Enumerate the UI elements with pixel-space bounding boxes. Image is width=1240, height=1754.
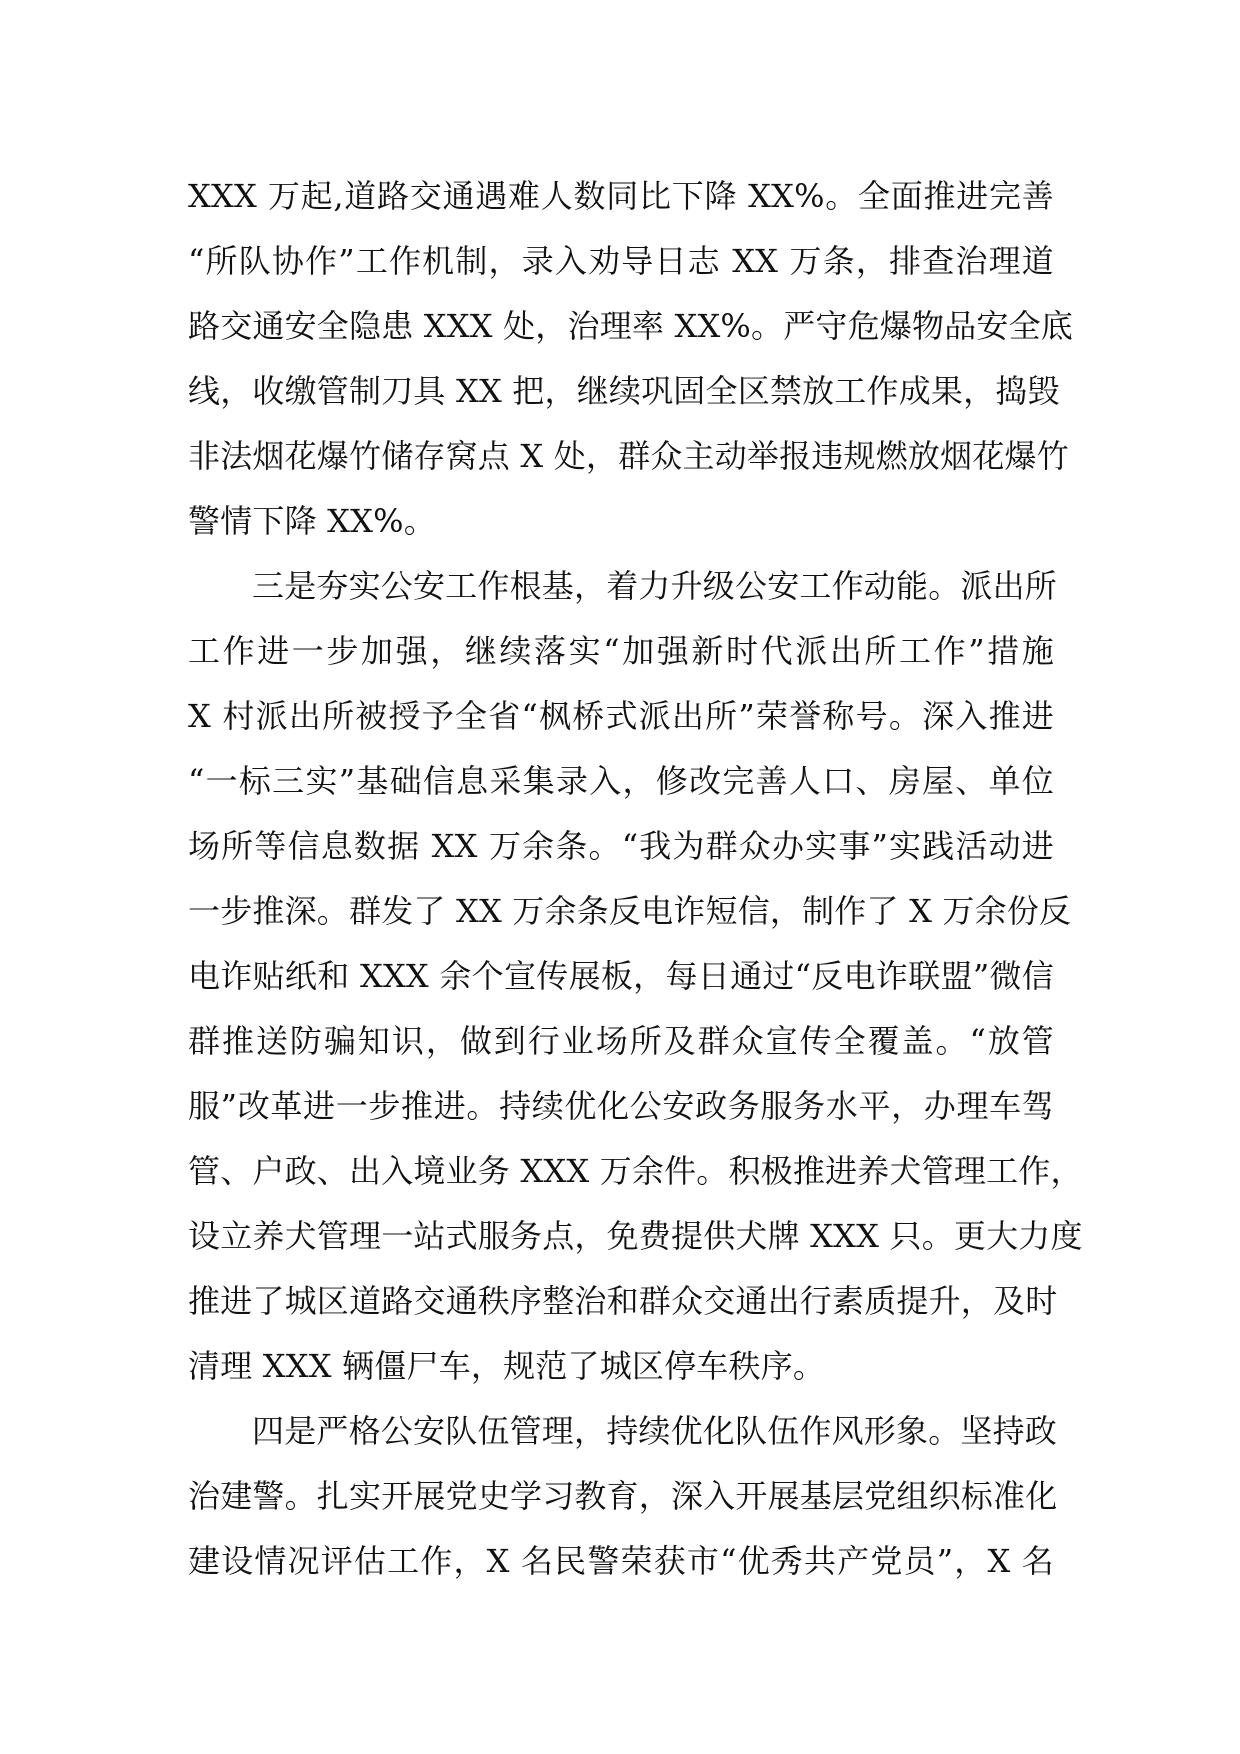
text-line: 推进了城区道路交通秩序整治和群众交通出行素质提升，及时 bbox=[188, 1282, 1058, 1320]
paragraph-heading-line: 四是严格公安队伍管理，持续优化队伍作风形象。坚持政 bbox=[252, 1412, 1058, 1450]
paragraph-heading-line: 三是夯实公安工作根基，着力升级公安工作动能。派出所 bbox=[252, 567, 1058, 605]
text-line: 设立养犬管理一站式服务点，免费提供犬牌 XXX 只。更大力度 bbox=[188, 1217, 1083, 1255]
text-line: 服”改革进一步推进。持续优化公安政务服务水平，办理车驾 bbox=[188, 1087, 1054, 1125]
text-line: 电诈贴纸和 XXX 余个宣传展板，每日通过“反电诈联盟”微信 bbox=[188, 957, 1054, 995]
text-line: X 村派出所被授予全省“枫桥式派出所”荣誉称号。深入推进 bbox=[188, 697, 1054, 735]
paragraph-point-three bbox=[188, 554, 1083, 1399]
text-line: 场所等信息数据 XX 万余条。“我为群众办实事”实践活动进 bbox=[188, 827, 1054, 865]
text-line: 非法烟花爆竹储存窝点 X 处，群众主动举报违规燃放烟花爆竹 bbox=[188, 437, 1069, 475]
text-line: 建设情况评估工作，X 名民警荣获市“优秀共产党员”，X 名 bbox=[188, 1542, 1054, 1580]
text-line: 清理 XXX 辆僵尸车，规范了城区停车秩序。 bbox=[188, 1347, 826, 1385]
text-line: “一标三实”基础信息采集录入，修改完善人口、房屋、单位 bbox=[188, 762, 1054, 800]
text-line: XXX 万起,道路交通遇难人数同比下降 XX%。全面推进完善 bbox=[188, 177, 1054, 215]
paragraph-point-four bbox=[188, 1399, 1058, 1594]
text-line: 管、户政、出入境业务 XXX 万余件。积极推进养犬管理工作， bbox=[188, 1152, 1083, 1190]
document-body bbox=[188, 164, 1083, 1594]
text-line: 群推送防骗知识，做到行业场所及群众宣传全覆盖。“放管 bbox=[188, 1022, 1054, 1060]
text-line: 线，收缴管制刀具 XX 把，继续巩固全区禁放工作成果，捣毁 bbox=[188, 372, 1060, 410]
text-line: 工作进一步加强，继续落实“加强新时代派出所工作”措施 bbox=[188, 632, 1054, 670]
text-line: 治建警。扎实开展党史学习教育，深入开展基层党组织标准化 bbox=[188, 1477, 1058, 1515]
text-line: “所队协作”工作机制，录入劝导日志 XX 万条，排查治理道 bbox=[188, 242, 1054, 280]
text-line: 路交通安全隐患 XXX 处，治理率 XX%。严守危爆物品安全底 bbox=[188, 307, 1074, 345]
text-line: 一步推深。群发了 XX 万余条反电诈短信，制作了 X 万余份反 bbox=[188, 892, 1072, 930]
text-line: 警情下降 XX%。 bbox=[188, 502, 436, 540]
paragraph-traffic-safety bbox=[188, 164, 1074, 554]
